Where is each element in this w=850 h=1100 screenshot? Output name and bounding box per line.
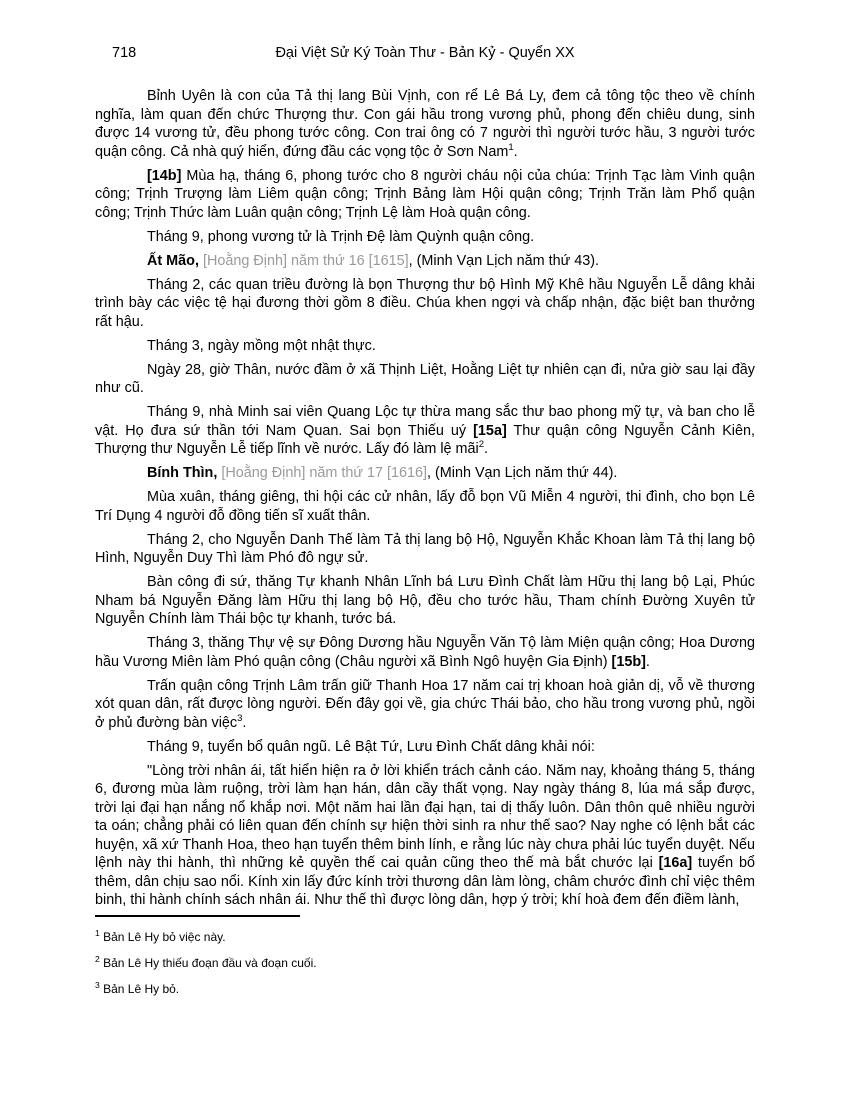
page-body (95, 87, 755, 915)
paragraph-thang3-thang (95, 634, 755, 671)
footnote-ref-3: 3 (237, 712, 243, 724)
text-run: . (242, 714, 247, 731)
page-header (95, 44, 755, 63)
paragraph-tran-quan-cong (95, 677, 755, 733)
paragraph-nhat-thuc (95, 337, 755, 356)
footnote-ref-1: 1 (508, 141, 514, 153)
folio-marker-16a: [16a] (658, 855, 693, 871)
text-run: . (513, 143, 518, 160)
text-run: Mùa hạ, tháng 6, phong tước cho 8 người cháu nội của chúa: Trịnh Tạc làm Vinh quận công; Trịnh Trượng làm Liêm quận công; Trịnh Bảng làm Hội quận công; Trịnh Trăn làm Phổ quận công; Trịnh Thức làm Luân quận công; Trịnh Lệ làm Hoà quận công. (95, 167, 755, 221)
footnote-ref-2: 2 (478, 439, 485, 451)
paragraph-ngay28 (95, 361, 755, 398)
year-name-at-mao: Ất Mão, (147, 252, 199, 269)
text-run: Bàn công đi sứ, thăng Tự khanh Nhân Lĩnh bá Lưu Đình Chất làm Hữu thị lang bộ Lại, Phúc Nham bá Nguyễn Đăng làm Hữu thị lang bộ Hộ, đều cho tước hầu, Tham chính Đường Xuyên tử Nguyễn Chính làm Thái bộc tự khanh, tước bá. (95, 574, 755, 627)
text-run: , (Minh Vạn Lịch năm thứ 44). (426, 465, 618, 481)
folio-marker-14b: [14b] (147, 167, 182, 184)
text-run: Tháng 2, cho Nguyễn Danh Thế làm Tả thị lang bộ Hộ, Nguyễn Khắc Khoan làm Tả thị lang bộ Hình, Nguyễn Duy Thì làm Phó đô ngự sử. (95, 531, 755, 566)
text-run: , (Minh Vạn Lịch năm thứ 43). (408, 252, 600, 269)
paragraph-tuyen-bo-quan-ngu (95, 738, 755, 757)
text-run: Tháng 3, thăng Thự vệ sự Đông Dương hầu Nguyễn Văn Tộ làm Miện quận công; Hoa Dương hầu Vương Miên làm Phó quận công (Châu người xã Bình Ngô huyện Gia Định) (95, 635, 755, 670)
footnote-3 (95, 982, 755, 997)
paragraph-nha-minh (95, 403, 755, 459)
text-run: Tháng 9, tuyển bổ quân ngũ. Lê Bật Tứ, Lưu Đình Chất dâng khải nói: (147, 738, 595, 755)
footnote-2 (95, 956, 755, 971)
text-run: "Lòng trời nhân ái, tất hiển hiện ra ở lời khiển trách cảnh cáo. Năm nay, khoảng tháng 5, tháng 6, đương mùa làm ruộng, trời làm hạn hán, dân cầy thất vọng. Nay ngày tháng 8, lúa má sắp được, trời lại đại hạn nắng nổ khắp nơi. Một năm hai lần đại hạn, tai dị thấy luôn. Dân thôn quê nhiều người ta oán; chẳng phải có liên quan đến chính sự hiện thời sinh ra như thế sao? Nay nghe có lệnh bắt các huyện, xã xứ Thanh Hoa, theo hạn tuyển thêm binh lính, e rằng lúc này chưa phải lúc tuyển duyệt. Nếu lệnh này thi hành, thì những kẻ quyền thế cai quản cũng theo thế mà bắt chước lại (95, 762, 755, 871)
text-run: Tháng 9, nhà Minh sai viên Quang Lộc tự thừa mang sắc thư bao phong mỹ tự, và ban cho lễ vật. Họ đưa sứ thần tới Nam Quan. Sai bọn Thiếu uý (95, 404, 755, 439)
paragraph-thi-hoi (95, 488, 755, 525)
paragraph-binh-thin (95, 464, 755, 483)
paragraph-thang2-khai (95, 276, 755, 332)
era-name-gray: [Hoằng Định] năm thứ 16 [1615] (198, 252, 409, 269)
text-run: Thư quận công Nguyễn Cảnh Kiên, Thượng thư Nguyễn Lễ tiếp lĩnh về nước. Lấy đó làm lệ mãi (95, 422, 755, 457)
paragraph-at-mao (95, 252, 755, 271)
text-run: Trấn quận công Trịnh Lâm trấn giữ Thanh Hoa 17 năm cai trị khoan hoà giản dị, vỗ về thương xót quan dân, rất được lòng người. Đến đây gọi về, gia chức Thái bảo, cho hầu trong vương phủ, ngồi ở phủ đường bàn việc (95, 677, 755, 731)
paragraph-14b (95, 167, 755, 223)
footnote-text: Bản Lê Hy thiếu đoạn đầu và đoạn cuối. (103, 956, 317, 970)
year-name-binh-thin: Bính Thìn, (147, 465, 218, 481)
text-run: Tháng 3, ngày mồng một nhật thực. (147, 337, 376, 354)
document-title: Đại Việt Sử Ký Toàn Thư - Bản Kỷ - Quyển XX (275, 45, 575, 61)
footnote-number: 1 (95, 928, 100, 938)
footnote-1 (95, 930, 755, 945)
footnote-text: Bản Lê Hy bỏ việc này. (103, 930, 226, 944)
paragraph-thang9-phong (95, 228, 755, 247)
footnote-number: 3 (95, 980, 100, 990)
footnote-block (95, 915, 755, 1008)
text-run: Tháng 9, phong vương tử là Trịnh Đệ làm Quỳnh quận công. (147, 228, 535, 245)
text-run: . (484, 441, 489, 457)
era-name-gray: [Hoằng Định] năm thứ 17 [1616] (217, 465, 427, 481)
text-run: Tháng 2, các quan triều đường là bọn Thượng thư bộ Hình Mỹ Khê hầu Nguyễn Lễ dâng khải trình bày các việc tệ hại đương thời gồm 8 điều. Chúa khen ngợi và chấp nhận, đặc biệt ban thưởng rất hậu. (95, 276, 755, 330)
footnote-separator (95, 915, 300, 917)
text-run: tuyển bổ thêm, dân chịu sao nổi. Kính xin lấy đức kính trời thương dân làm lòng, châm chước đình chỉ việc thêm binh, thi hành chính sách nhân ái. Như thế thì được lòng dân, hợp ý trời; khí hoà đem đến điềm lành, (95, 855, 755, 908)
paragraph-ban-cong-di-su (95, 573, 755, 629)
paragraph-thang2-bonhiem (95, 531, 755, 568)
text-run: . (645, 653, 650, 670)
paragraph-binh-uyen (95, 87, 755, 161)
footnote-text: Bản Lê Hy bỏ. (103, 982, 180, 996)
paragraph-long-troi-quote (95, 762, 755, 910)
text-run: Bỉnh Uyên là con của Tả thị lang Bùi Vịnh, con rể Lê Bá Ly, đem cả tông tộc theo về chính nghĩa, làm quan đến chức Thượng thư. Con gái hầu trong vương phủ, phong đến chiêu dung, sinh được 14 vương tử, đều phong tước công. Con trai ông có 7 người thì người tước hầu, 3 người tước quận công. Cả nhà quý hiển, đứng đầu các vọng tộc ở Sơn Nam (95, 88, 755, 160)
footnote-number: 2 (95, 954, 100, 964)
text-run: Mùa xuân, tháng giêng, thi hội các cử nhân, lấy đỗ bọn Vũ Miễn 4 người, thi đình, cho bọn Lê Trí Dụng 4 người đỗ đồng tiến sĩ xuất thân. (95, 489, 755, 524)
text-run: Ngày 28, giờ Thân, nước đầm ở xã Thịnh Liệt, Hoằng Liệt tự nhiên cạn đi, nửa giờ sau lại đầy như cũ. (95, 361, 755, 396)
page-number: 718 (112, 45, 137, 61)
folio-marker-15a: [15a] (473, 422, 507, 439)
folio-marker-15b: [15b] (611, 653, 646, 670)
